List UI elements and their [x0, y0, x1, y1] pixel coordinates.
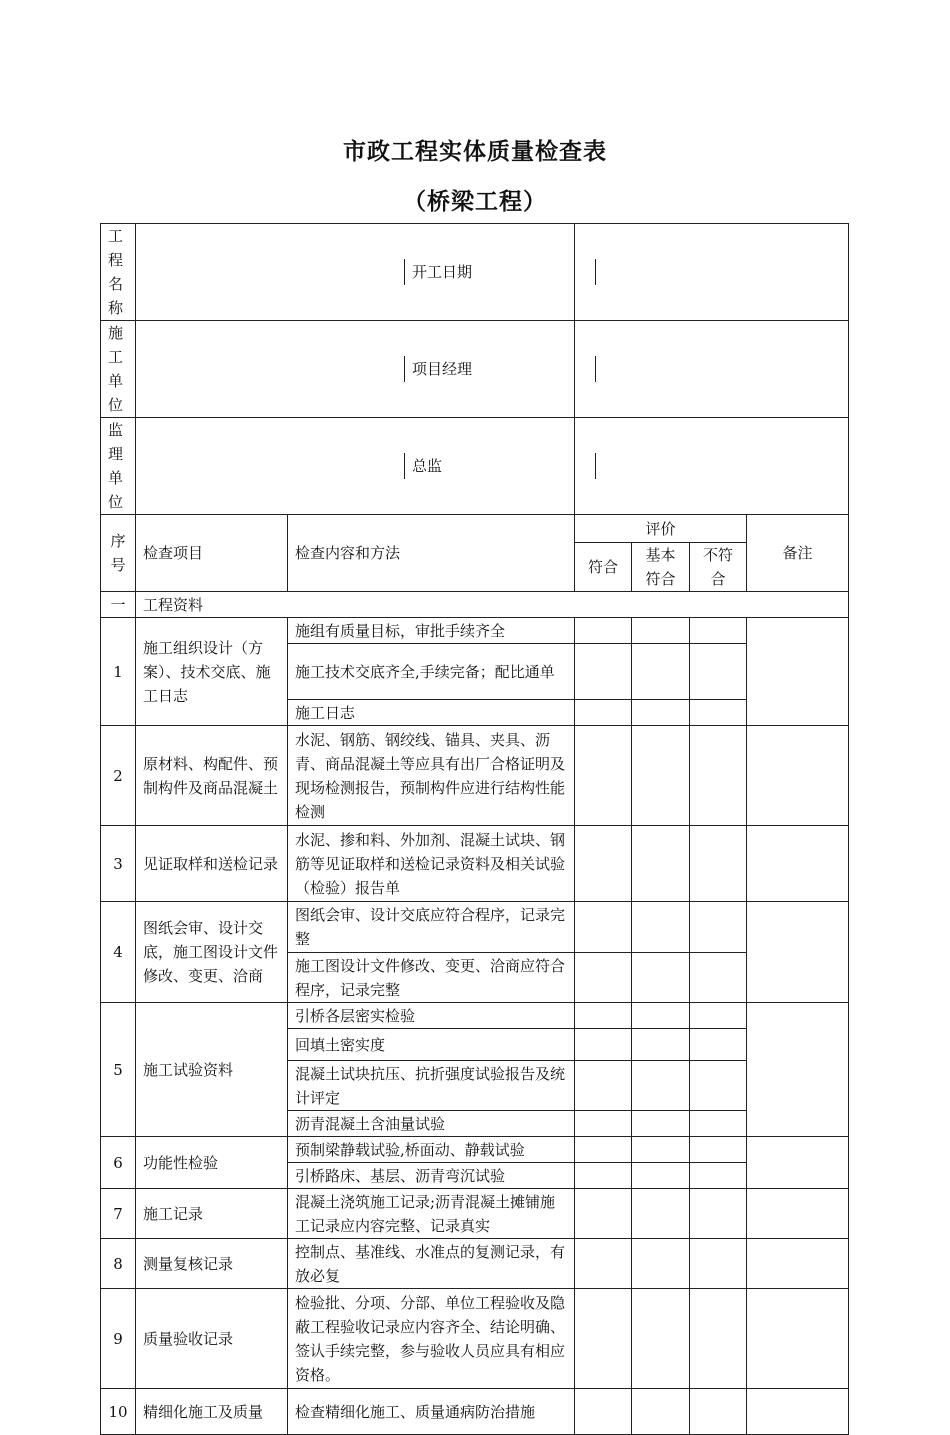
item-content: 图纸会审、设计交底应符合程序，记录完整 — [288, 902, 575, 953]
not-conform-cell[interactable] — [690, 618, 747, 644]
not-conform-cell[interactable] — [690, 1289, 747, 1389]
item-content: 引桥各层密实检验 — [288, 1003, 575, 1029]
item-number: 10 — [101, 1389, 136, 1435]
not-conform-cell[interactable] — [690, 1111, 747, 1137]
item-name: 见证取样和送检记录 — [136, 826, 288, 902]
basic-conform-cell[interactable] — [632, 618, 690, 644]
table-row — [101, 1289, 849, 1389]
conform-cell[interactable] — [575, 953, 632, 1003]
not-conform-cell[interactable] — [690, 1003, 747, 1029]
basic-conform-cell[interactable] — [632, 700, 690, 726]
conform-cell[interactable] — [575, 826, 632, 902]
item-content: 施组有质量目标，审批手续齐全 — [288, 618, 575, 644]
supervision-unit-value[interactable] — [136, 453, 405, 479]
project-name-value[interactable] — [136, 259, 405, 285]
not-conform-cell[interactable] — [690, 1163, 747, 1189]
remarks-cell[interactable] — [747, 902, 849, 1003]
item-content: 引桥路床、基层、沥青弯沉试验 — [288, 1163, 575, 1189]
item-number: 1 — [101, 618, 136, 726]
basic-conform-cell[interactable] — [632, 1163, 690, 1189]
item-name: 测量复核记录 — [136, 1239, 288, 1289]
header-seq: 序号 — [101, 515, 136, 592]
not-conform-cell[interactable] — [690, 1029, 747, 1061]
not-conform-cell[interactable] — [690, 700, 747, 726]
item-content: 水泥、钢筋、钢绞线、锚具、夹具、沥青、商品混凝土等应具有出厂合格证明及现场检测报告，预制构件应进行结构性能检测 — [288, 726, 575, 826]
conform-cell[interactable] — [575, 700, 632, 726]
table-row — [101, 618, 849, 644]
not-conform-cell[interactable] — [690, 902, 747, 953]
item-name: 质量验收记录 — [136, 1289, 288, 1389]
remarks-cell[interactable] — [747, 1289, 849, 1389]
construction-unit-value[interactable] — [136, 356, 405, 382]
remarks-cell[interactable] — [747, 1003, 849, 1137]
item-number: 6 — [101, 1137, 136, 1189]
table-row — [101, 902, 849, 953]
start-date-value[interactable] — [596, 259, 848, 285]
conform-cell[interactable] — [575, 1029, 632, 1061]
conform-cell[interactable] — [575, 1239, 632, 1289]
item-name: 图纸会审、设计交底，施工图设计文件修改、变更、洽商 — [136, 902, 288, 1003]
conform-cell[interactable] — [575, 1137, 632, 1163]
project-name-label: 工程名称 — [101, 224, 136, 321]
basic-conform-cell[interactable] — [632, 1111, 690, 1137]
not-conform-cell[interactable] — [690, 826, 747, 902]
table-row — [101, 726, 849, 826]
remarks-cell[interactable] — [747, 1239, 849, 1289]
item-content: 水泥、掺和料、外加剂、混凝土试块、钢筋等见证取样和送检记录资料及相关试验（检验）报告单 — [288, 826, 575, 902]
section-number: 一 — [101, 592, 136, 618]
start-date-label: 开工日期 — [412, 263, 473, 281]
remarks-cell[interactable] — [747, 826, 849, 902]
chief-supervisor-value[interactable] — [596, 453, 848, 479]
item-number: 8 — [101, 1239, 136, 1289]
header-basic-conform: 基本符合 — [632, 543, 690, 592]
not-conform-cell[interactable] — [690, 644, 747, 700]
remarks-cell[interactable] — [747, 1137, 849, 1189]
inspection-table — [100, 223, 849, 1435]
conform-cell[interactable] — [575, 1189, 632, 1239]
item-name: 施工试验资料 — [136, 1003, 288, 1137]
not-conform-cell[interactable] — [690, 1389, 747, 1435]
conform-cell[interactable] — [575, 726, 632, 826]
conform-cell[interactable] — [575, 1061, 632, 1111]
item-name: 施工组织设计（方案）、技术交底、施工日志 — [136, 618, 288, 726]
conform-cell[interactable] — [575, 1389, 632, 1435]
item-number: 7 — [101, 1189, 136, 1239]
header-item: 检查项目 — [136, 515, 288, 592]
not-conform-cell[interactable] — [690, 1061, 747, 1111]
supervision-unit-label: 监理单位 — [101, 418, 136, 515]
not-conform-cell[interactable] — [690, 1189, 747, 1239]
conform-cell[interactable] — [575, 1111, 632, 1137]
not-conform-cell[interactable] — [690, 726, 747, 826]
basic-conform-cell[interactable] — [632, 1389, 690, 1435]
basic-conform-cell[interactable] — [632, 953, 690, 1003]
item-name: 功能性检验 — [136, 1137, 288, 1189]
project-manager-label: 项目经理 — [412, 360, 473, 378]
basic-conform-cell[interactable] — [632, 1137, 690, 1163]
header-conform: 符合 — [575, 543, 632, 592]
basic-conform-cell[interactable] — [632, 1029, 690, 1061]
table-row — [101, 826, 849, 902]
item-number: 4 — [101, 902, 136, 1003]
item-content: 控制点、基准线、水准点的复测记录，有放必复 — [288, 1239, 575, 1289]
item-content: 混凝土试块抗压、抗折强度试验报告及统计评定 — [288, 1061, 575, 1111]
construction-unit-label: 施工单位 — [101, 321, 136, 418]
not-conform-cell[interactable] — [690, 953, 747, 1003]
basic-conform-cell[interactable] — [632, 1003, 690, 1029]
conform-cell[interactable] — [575, 644, 632, 700]
header-evaluation: 评价 — [575, 515, 747, 543]
item-number: 2 — [101, 726, 136, 826]
item-content: 检验批、分项、分部、单位工程验收及隐蔽工程验收记录应内容齐全、结论明确、签认手续完整，参与验收人员应具有相应资格。 — [288, 1289, 575, 1389]
conform-cell[interactable] — [575, 902, 632, 953]
item-content: 检查精细化施工、质量通病防治措施 — [288, 1389, 575, 1435]
basic-conform-cell[interactable] — [632, 1061, 690, 1111]
conform-cell[interactable] — [575, 1003, 632, 1029]
item-content: 预制梁静载试验,桥面动、静载试验 — [288, 1137, 575, 1163]
not-conform-cell[interactable] — [690, 1239, 747, 1289]
table-row — [101, 1003, 849, 1029]
basic-conform-cell[interactable] — [632, 726, 690, 826]
header-content: 检查内容和方法 — [288, 515, 575, 592]
item-content: 混凝土浇筑施工记录;沥青混凝土摊铺施工记录应内容完整、记录真实 — [288, 1189, 575, 1239]
page-subtitle: （桥梁工程） — [403, 188, 547, 215]
item-number: 9 — [101, 1289, 136, 1389]
table-row — [101, 1389, 849, 1435]
conform-cell[interactable] — [575, 1289, 632, 1389]
table-row — [101, 1137, 849, 1163]
header-remarks: 备注 — [747, 515, 849, 592]
remarks-cell[interactable] — [747, 1389, 849, 1435]
item-content: 回填土密实度 — [288, 1029, 575, 1061]
chief-supervisor-label: 总监 — [412, 457, 443, 475]
item-name: 施工记录 — [136, 1189, 288, 1239]
item-content: 沥青混凝土含油量试验 — [288, 1111, 575, 1137]
item-number: 3 — [101, 826, 136, 902]
conform-cell[interactable] — [575, 1163, 632, 1189]
basic-conform-cell[interactable] — [632, 1189, 690, 1239]
item-content: 施工图设计文件修改、变更、洽商应符合程序，记录完整 — [288, 953, 575, 1003]
table-row — [101, 1189, 849, 1239]
item-content: 施工日志 — [288, 700, 575, 726]
table-row — [101, 1239, 849, 1289]
item-content: 施工技术交底齐全,手续完备；配比通单 — [288, 644, 575, 700]
remarks-cell[interactable] — [747, 1189, 849, 1239]
item-name: 原材料、构配件、预制构件及商品混凝土 — [136, 726, 288, 826]
project-manager-value[interactable] — [596, 356, 848, 382]
remarks-cell[interactable] — [747, 726, 849, 826]
page-title: 市政工程实体质量检查表 — [343, 138, 607, 165]
basic-conform-cell[interactable] — [632, 826, 690, 902]
remarks-cell[interactable] — [747, 618, 849, 726]
conform-cell[interactable] — [575, 618, 632, 644]
item-name: 精细化施工及质量 — [136, 1389, 288, 1435]
basic-conform-cell[interactable] — [632, 1239, 690, 1289]
not-conform-cell[interactable] — [690, 1137, 747, 1163]
section-name: 工程资料 — [136, 592, 849, 618]
basic-conform-cell[interactable] — [632, 902, 690, 953]
basic-conform-cell[interactable] — [632, 644, 690, 700]
basic-conform-cell[interactable] — [632, 1289, 690, 1389]
item-number: 5 — [101, 1003, 136, 1137]
header-not-conform: 不符合 — [690, 543, 747, 592]
